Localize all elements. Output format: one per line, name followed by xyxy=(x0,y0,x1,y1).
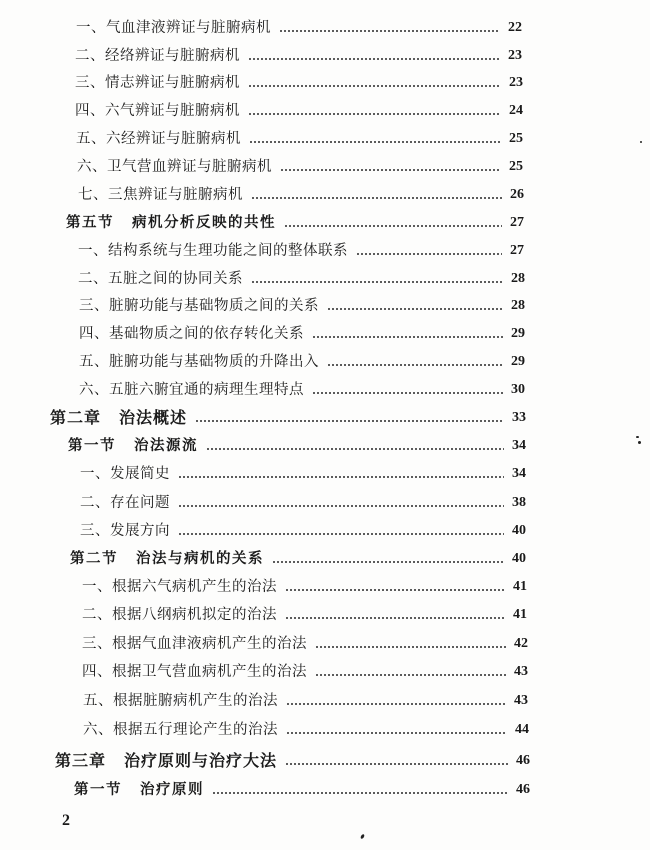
toc-section xyxy=(68,435,532,457)
dot-leader xyxy=(212,792,508,794)
toc-chapter xyxy=(55,750,536,772)
dot-leader xyxy=(249,141,501,143)
toc-entry xyxy=(79,351,531,373)
toc-entry-page: 46 xyxy=(516,782,530,797)
toc-entry-page: 38 xyxy=(512,495,526,510)
toc-section xyxy=(66,212,530,234)
toc-entry-page: 42 xyxy=(514,636,528,651)
toc-entry-title: 七、三焦辨证与脏腑病机 xyxy=(78,187,243,203)
dot-leader xyxy=(315,646,506,648)
toc-entry-page: 25 xyxy=(509,159,523,174)
dot-leader xyxy=(195,420,504,422)
toc-entry-page: 40 xyxy=(512,523,526,538)
toc-entry-title: 一、气血津液辨证与脏腑病机 xyxy=(76,20,271,36)
dot-leader xyxy=(206,448,504,450)
toc-section-title: 第二节 治法与病机的关系 xyxy=(70,550,264,567)
toc-entry-title: 四、六气辨证与脏腑病机 xyxy=(75,103,240,119)
toc-entry-page: 26 xyxy=(510,187,524,202)
toc-entry xyxy=(80,463,532,485)
toc-entry-page: 28 xyxy=(511,271,525,286)
toc-entry xyxy=(75,100,529,122)
toc-entry xyxy=(79,379,531,401)
toc-entry xyxy=(82,576,533,598)
toc-entry-page: 40 xyxy=(512,551,526,566)
toc-entry xyxy=(80,520,532,542)
dot-leader xyxy=(284,225,502,227)
scan-speck xyxy=(640,141,642,143)
toc-entry-page: 34 xyxy=(512,466,526,481)
dot-leader xyxy=(285,617,505,619)
toc-entry xyxy=(83,690,534,712)
toc-entry-page: 44 xyxy=(515,722,529,737)
dot-leader xyxy=(248,85,501,87)
toc-section-title: 第五节 病机分析反映的共性 xyxy=(66,214,276,231)
toc-entry-title: 一、结构系统与生理功能之间的整体联系 xyxy=(78,243,348,259)
toc-entry-page: 27 xyxy=(510,215,524,230)
scan-speck xyxy=(636,436,639,438)
toc-section xyxy=(70,548,532,570)
toc-chapter-title: 第二章 治法概述 xyxy=(50,408,188,427)
toc-entry-title: 五、根据脏腑病机产生的治法 xyxy=(83,693,278,709)
toc-entry xyxy=(82,604,533,626)
toc-entry-page: 28 xyxy=(511,298,525,313)
scan-speck xyxy=(360,834,365,840)
toc-entry-title: 一、根据六气病机产生的治法 xyxy=(82,579,277,595)
toc-entry xyxy=(79,295,531,317)
dot-leader xyxy=(327,308,503,310)
toc-entry-page: 30 xyxy=(511,382,525,397)
toc-entry-page: 23 xyxy=(509,75,523,90)
toc-entry-page: 25 xyxy=(509,131,523,146)
toc-entry-title: 六、根据五行理论产生的治法 xyxy=(83,722,278,738)
toc-entry xyxy=(82,661,534,683)
toc-chapter xyxy=(50,407,532,429)
toc-entry-title: 四、基础物质之间的依存转化关系 xyxy=(79,326,304,342)
dot-leader xyxy=(285,763,508,765)
toc-entry xyxy=(78,184,530,206)
toc-entry-title: 四、根据卫气营血病机产生的治法 xyxy=(82,664,307,680)
toc-entry-title: 一、发展简史 xyxy=(80,466,170,482)
toc-entry-title: 二、根据八纲病机拟定的治法 xyxy=(82,607,277,623)
dot-leader xyxy=(285,589,505,591)
toc-entry-page: 24 xyxy=(509,103,523,118)
toc-entry-title: 三、脏腑功能与基础物质之间的关系 xyxy=(79,298,319,314)
dot-leader xyxy=(248,58,500,60)
toc-entry-page: 41 xyxy=(513,579,527,594)
page-number: 2 xyxy=(62,812,70,829)
toc-entry-title: 六、五脏六腑宜通的病理生理特点 xyxy=(79,382,304,398)
dot-leader xyxy=(251,197,502,199)
toc-entry-page: 33 xyxy=(512,410,526,425)
dot-leader xyxy=(178,505,504,507)
toc-chapter-title: 第三章 治疗原则与治疗大法 xyxy=(55,751,278,770)
toc-section-title: 第一节 治疗原则 xyxy=(74,781,204,798)
dot-leader xyxy=(286,703,506,705)
toc-entry-page: 22 xyxy=(508,20,522,35)
dot-leader xyxy=(178,533,504,535)
dot-leader xyxy=(272,561,504,563)
toc-entry-title: 三、情志辨证与脏腑病机 xyxy=(75,75,240,91)
toc-entry-title: 二、经络辨证与脏腑病机 xyxy=(75,48,240,64)
toc-entry-page: 27 xyxy=(510,243,524,258)
toc-entry xyxy=(76,128,529,150)
toc-entry-page: 29 xyxy=(511,326,525,341)
toc-entry-page: 29 xyxy=(511,354,525,369)
toc-entry xyxy=(83,719,535,741)
toc-entry-title: 三、发展方向 xyxy=(80,523,170,539)
dot-leader xyxy=(327,364,503,366)
toc-entry-title: 二、五脏之间的协同关系 xyxy=(78,271,243,287)
toc-entry-title: 二、存在问题 xyxy=(80,495,170,511)
dot-leader xyxy=(315,674,506,676)
scan-speck xyxy=(638,441,641,444)
toc-entry xyxy=(78,268,531,290)
dot-leader xyxy=(280,169,501,171)
dot-leader xyxy=(279,30,500,32)
toc-entry-page: 41 xyxy=(513,607,527,622)
dot-leader xyxy=(251,281,503,283)
dot-leader xyxy=(248,113,501,115)
toc-entry-page: 43 xyxy=(514,693,528,708)
toc-entry-title: 五、脏腑功能与基础物质的升降出入 xyxy=(79,354,319,370)
dot-leader xyxy=(178,476,504,478)
toc-entry xyxy=(79,323,531,345)
toc-entry xyxy=(76,17,528,39)
toc-section xyxy=(74,779,536,801)
toc-entry xyxy=(75,72,529,94)
toc-entry-title: 三、根据气血津液病机产生的治法 xyxy=(82,636,307,652)
dot-leader xyxy=(356,253,502,255)
toc-entry xyxy=(80,492,532,514)
toc-entry xyxy=(82,633,534,655)
toc-entry xyxy=(77,156,529,178)
toc-entry xyxy=(78,240,530,262)
dot-leader xyxy=(312,336,503,338)
toc-entry-page: 34 xyxy=(512,438,526,453)
toc-entry-page: 23 xyxy=(508,48,522,63)
dot-leader xyxy=(286,732,507,734)
toc-entry xyxy=(75,45,528,67)
toc-entry-title: 五、六经辨证与脏腑病机 xyxy=(76,131,241,147)
toc-entry-title: 六、卫气营血辨证与脏腑病机 xyxy=(77,159,272,175)
toc-section-title: 第一节 治法源流 xyxy=(68,437,198,454)
toc-entry-page: 46 xyxy=(516,753,530,768)
toc-entry-page: 43 xyxy=(514,664,528,679)
dot-leader xyxy=(312,392,503,394)
